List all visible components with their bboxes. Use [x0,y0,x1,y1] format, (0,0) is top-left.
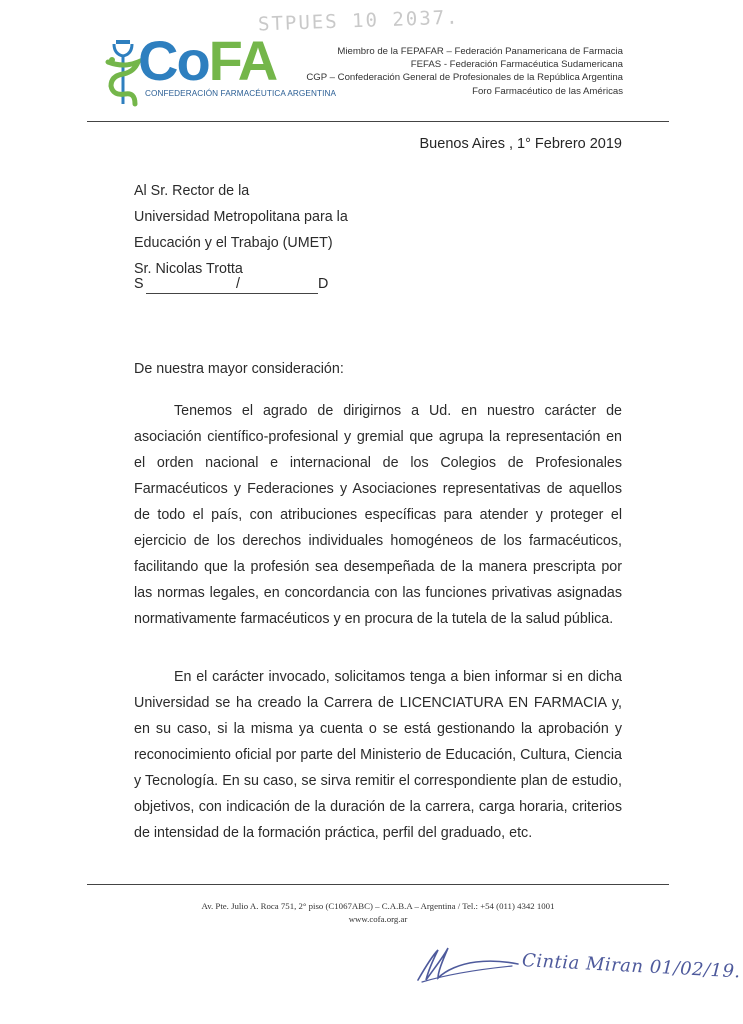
sd-d-letter: D [318,276,329,292]
affiliations-block [300,45,623,98]
footer-divider [87,884,669,885]
addressee-block [134,178,454,282]
sd-underline [146,293,318,294]
received-stamp-text: STPUES 10 2037. [257,6,460,36]
header-divider [87,121,669,122]
footer-address: Av. Pte. Julio A. Roca 751, 2° piso (C1067ABC) – C.A.B.A – Argentina / Tel.: +54 (011) 4342 1001 [201,901,555,911]
logo-word-fa: FA [208,29,277,92]
paragraph-text: Tenemos el agrado de dirigirnos a Ud. en nuestro carácter de asociación científico-profesional y gremial que agrupa la representación en el orden nacional e internacional de los Colegios de Profesionales Farmacéuticos y Federaciones y Asociaciones representativas de aquellos de todo el país, con atribuciones específicas para atender y proteger el ejercicio de los derechos individuales homogéneos de los farmacéuticos, facilitando que la profesión sea desempeñada de la manera prescripta por las normas legales, en concordancia con las funciones privativas asignadas normativamente farmacéuticos y en procura de la tutela de la salud pública. [134,403,622,627]
footer [87,900,669,926]
greeting: De nuestra mayor consideración: [134,361,344,377]
paragraph-2 [134,664,622,846]
sd-s-letter: S [134,276,144,292]
addressee-line: Universidad Metropolitana para la [134,209,348,225]
sd-slash: / [236,276,240,292]
letter-date: Buenos Aires , 1° Febrero 2019 [419,136,622,152]
paragraph-1 [134,398,622,632]
affiliation-line: Foro Farmacéutico de las Américas [472,85,623,97]
paragraph-text: En el carácter invocado, solicitamos tenga a bien informar si en dicha Universidad se ha creado la Carrera de LICENCIATURA EN FARMACIA y, en su caso, si la misma ya cuenta o se está gestionando la aprobación y reconocimiento oficial por parte del Ministerio de Educación, Cultura, Ciencia y Tecnología. En su caso, se sirva remitir el correspondiente plan de estudio, objetivos, con indicación de la duración de la carrera, carga horaria, criterios de intensidad de la formación práctica, perfil del graduado, etc. [134,669,622,841]
affiliation-line: Miembro de la FEPAFAR – Federación Panamericana de Farmacia [337,46,623,57]
affiliation-line: CGP – Confederación General de Profesionales de la República Argentina [306,72,623,84]
handwritten-receipt-note: Cintia Miran 01/02/19. [521,950,742,983]
addressee-line: Educación y el Trabajo (UMET) [134,235,333,251]
handwritten-signature-icon [412,936,522,986]
sd-line-row [134,276,330,296]
addressee-line: Sr. Nicolas Trotta [134,261,243,277]
logo-word-co: Co [138,29,209,92]
addressee-line: Al Sr. Rector de la [134,183,250,199]
logo-subtitle: CONFEDERACIÓN FARMACÉUTICA ARGENTINA [145,89,337,98]
footer-website: www.cofa.org.ar [348,914,408,924]
affiliation-line: FEFAS - Federación Farmacéutica Sudamericana [410,59,623,71]
cofa-logo-wordmark [138,31,276,91]
